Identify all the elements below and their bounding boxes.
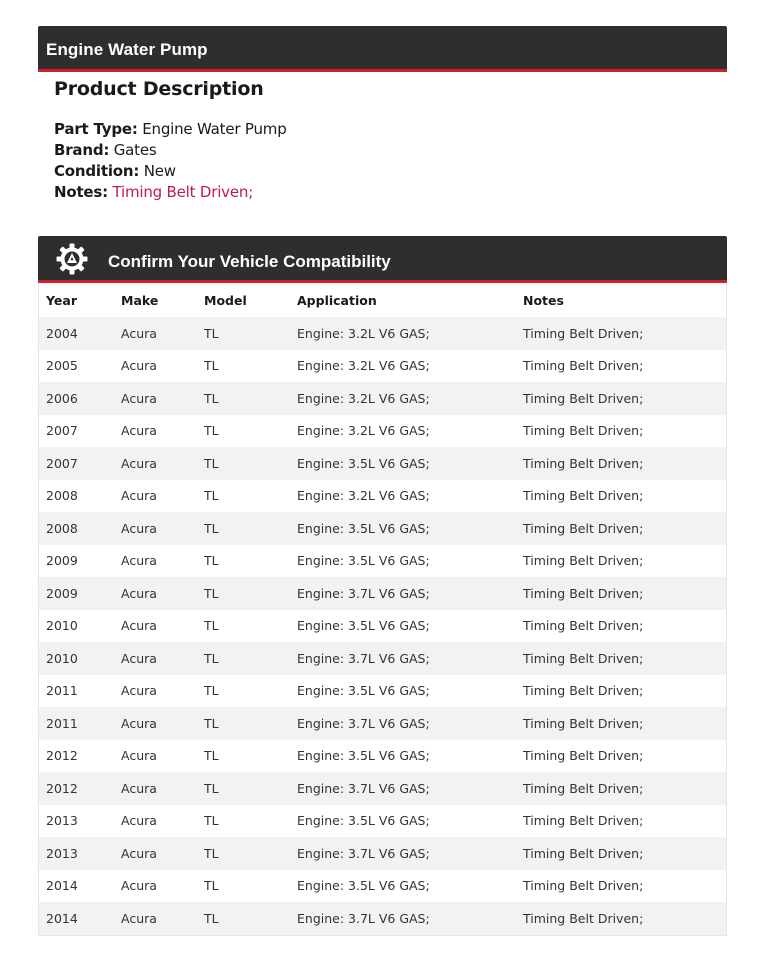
spec-condition (54, 161, 694, 182)
table-body (39, 317, 726, 935)
table-row (39, 805, 726, 838)
cell-notes: Timing Belt Driven; (516, 675, 726, 708)
table-row (39, 317, 726, 350)
cell-year: 2004 (39, 317, 114, 350)
table-row (39, 837, 726, 870)
title-bar (38, 26, 727, 72)
table-row (39, 610, 726, 643)
cell-notes: Timing Belt Driven; (516, 870, 726, 903)
cell-year: 2013 (39, 837, 114, 870)
table-row (39, 545, 726, 578)
spec-value: Gates (113, 141, 157, 159)
cell-application: Engine: 3.2L V6 GAS; (290, 480, 516, 513)
cell-application: Engine: 3.5L V6 GAS; (290, 610, 516, 643)
spec-value: Timing Belt Driven; (112, 183, 254, 201)
table-row (39, 675, 726, 708)
cell-notes: Timing Belt Driven; (516, 577, 726, 610)
cell-application: Engine: 3.5L V6 GAS; (290, 512, 516, 545)
spec-value: New (143, 162, 176, 180)
cell-model: TL (197, 675, 290, 708)
cell-application: Engine: 3.5L V6 GAS; (290, 545, 516, 578)
cell-model: TL (197, 837, 290, 870)
cell-notes: Timing Belt Driven; (516, 480, 726, 513)
cell-year: 2012 (39, 740, 114, 773)
col-application: Application (290, 283, 516, 317)
table-row (39, 577, 726, 610)
cell-make: Acura (114, 512, 197, 545)
description-heading: Product Description (54, 78, 264, 100)
cell-application: Engine: 3.2L V6 GAS; (290, 415, 516, 448)
cell-make: Acura (114, 675, 197, 708)
cell-model: TL (197, 772, 290, 805)
cell-make: Acura (114, 870, 197, 903)
cell-notes: Timing Belt Driven; (516, 512, 726, 545)
spec-label: Brand: (54, 141, 110, 159)
table-row (39, 350, 726, 383)
spec-value: Engine Water Pump (142, 120, 287, 138)
cell-make: Acura (114, 902, 197, 935)
table-row (39, 707, 726, 740)
cell-make: Acura (114, 447, 197, 480)
cell-notes: Timing Belt Driven; (516, 837, 726, 870)
cell-year: 2008 (39, 480, 114, 513)
cell-model: TL (197, 415, 290, 448)
cell-make: Acura (114, 382, 197, 415)
table-row (39, 512, 726, 545)
cell-make: Acura (114, 837, 197, 870)
cell-year: 2007 (39, 415, 114, 448)
cell-model: TL (197, 350, 290, 383)
cell-make: Acura (114, 805, 197, 838)
cell-application: Engine: 3.5L V6 GAS; (290, 805, 516, 838)
table-row (39, 415, 726, 448)
cell-application: Engine: 3.2L V6 GAS; (290, 317, 516, 350)
cell-application: Engine: 3.5L V6 GAS; (290, 870, 516, 903)
cell-application: Engine: 3.7L V6 GAS; (290, 837, 516, 870)
cell-model: TL (197, 577, 290, 610)
compatibility-header (38, 236, 727, 283)
cell-make: Acura (114, 577, 197, 610)
cell-year: 2006 (39, 382, 114, 415)
cell-notes: Timing Belt Driven; (516, 642, 726, 675)
compatibility-heading: Confirm Your Vehicle Compatibility (108, 252, 391, 271)
table-row (39, 740, 726, 773)
cell-make: Acura (114, 772, 197, 805)
cell-model: TL (197, 902, 290, 935)
spec-label: Condition: (54, 162, 140, 180)
table-row (39, 480, 726, 513)
cell-notes: Timing Belt Driven; (516, 382, 726, 415)
cell-year: 2011 (39, 675, 114, 708)
col-make: Make (114, 283, 197, 317)
cell-model: TL (197, 512, 290, 545)
cell-year: 2010 (39, 642, 114, 675)
cell-notes: Timing Belt Driven; (516, 317, 726, 350)
gear-icon (55, 242, 89, 276)
cell-year: 2007 (39, 447, 114, 480)
cell-year: 2011 (39, 707, 114, 740)
cell-year: 2008 (39, 512, 114, 545)
table-row (39, 902, 726, 935)
compatibility-table (38, 283, 727, 936)
spec-label: Notes: (54, 183, 108, 201)
cell-year: 2009 (39, 577, 114, 610)
table-row (39, 870, 726, 903)
cell-model: TL (197, 382, 290, 415)
table-header-row (39, 283, 726, 317)
cell-make: Acura (114, 317, 197, 350)
cell-year: 2012 (39, 772, 114, 805)
table-row (39, 447, 726, 480)
cell-application: Engine: 3.7L V6 GAS; (290, 772, 516, 805)
cell-notes: Timing Belt Driven; (516, 772, 726, 805)
table-row (39, 772, 726, 805)
cell-make: Acura (114, 707, 197, 740)
cell-application: Engine: 3.2L V6 GAS; (290, 382, 516, 415)
cell-make: Acura (114, 545, 197, 578)
cell-notes: Timing Belt Driven; (516, 805, 726, 838)
cell-model: TL (197, 740, 290, 773)
cell-make: Acura (114, 610, 197, 643)
cell-model: TL (197, 805, 290, 838)
cell-application: Engine: 3.7L V6 GAS; (290, 642, 516, 675)
cell-make: Acura (114, 480, 197, 513)
col-notes: Notes (516, 283, 726, 317)
cell-make: Acura (114, 740, 197, 773)
cell-year: 2009 (39, 545, 114, 578)
cell-model: TL (197, 610, 290, 643)
table-row (39, 382, 726, 415)
page-title: Engine Water Pump (46, 40, 208, 59)
spec-brand (54, 140, 694, 161)
cell-make: Acura (114, 642, 197, 675)
spec-part-type (54, 119, 694, 140)
cell-model: TL (197, 317, 290, 350)
cell-application: Engine: 3.5L V6 GAS; (290, 740, 516, 773)
cell-make: Acura (114, 350, 197, 383)
col-year: Year (39, 283, 114, 317)
cell-notes: Timing Belt Driven; (516, 902, 726, 935)
cell-year: 2005 (39, 350, 114, 383)
col-model: Model (197, 283, 290, 317)
spec-list (54, 119, 694, 203)
cell-make: Acura (114, 415, 197, 448)
cell-year: 2010 (39, 610, 114, 643)
cell-model: TL (197, 545, 290, 578)
spec-notes (54, 182, 694, 203)
cell-notes: Timing Belt Driven; (516, 707, 726, 740)
cell-notes: Timing Belt Driven; (516, 740, 726, 773)
cell-notes: Timing Belt Driven; (516, 545, 726, 578)
cell-year: 2014 (39, 902, 114, 935)
spec-label: Part Type: (54, 120, 138, 138)
cell-application: Engine: 3.7L V6 GAS; (290, 707, 516, 740)
cell-application: Engine: 3.7L V6 GAS; (290, 577, 516, 610)
cell-model: TL (197, 707, 290, 740)
cell-notes: Timing Belt Driven; (516, 350, 726, 383)
cell-application: Engine: 3.7L V6 GAS; (290, 902, 516, 935)
cell-application: Engine: 3.5L V6 GAS; (290, 675, 516, 708)
cell-notes: Timing Belt Driven; (516, 447, 726, 480)
table-row (39, 642, 726, 675)
cell-model: TL (197, 447, 290, 480)
cell-application: Engine: 3.2L V6 GAS; (290, 350, 516, 383)
cell-year: 2013 (39, 805, 114, 838)
cell-model: TL (197, 870, 290, 903)
cell-year: 2014 (39, 870, 114, 903)
cell-notes: Timing Belt Driven; (516, 610, 726, 643)
product-description (54, 76, 694, 203)
cell-model: TL (197, 480, 290, 513)
cell-application: Engine: 3.5L V6 GAS; (290, 447, 516, 480)
cell-notes: Timing Belt Driven; (516, 415, 726, 448)
cell-model: TL (197, 642, 290, 675)
